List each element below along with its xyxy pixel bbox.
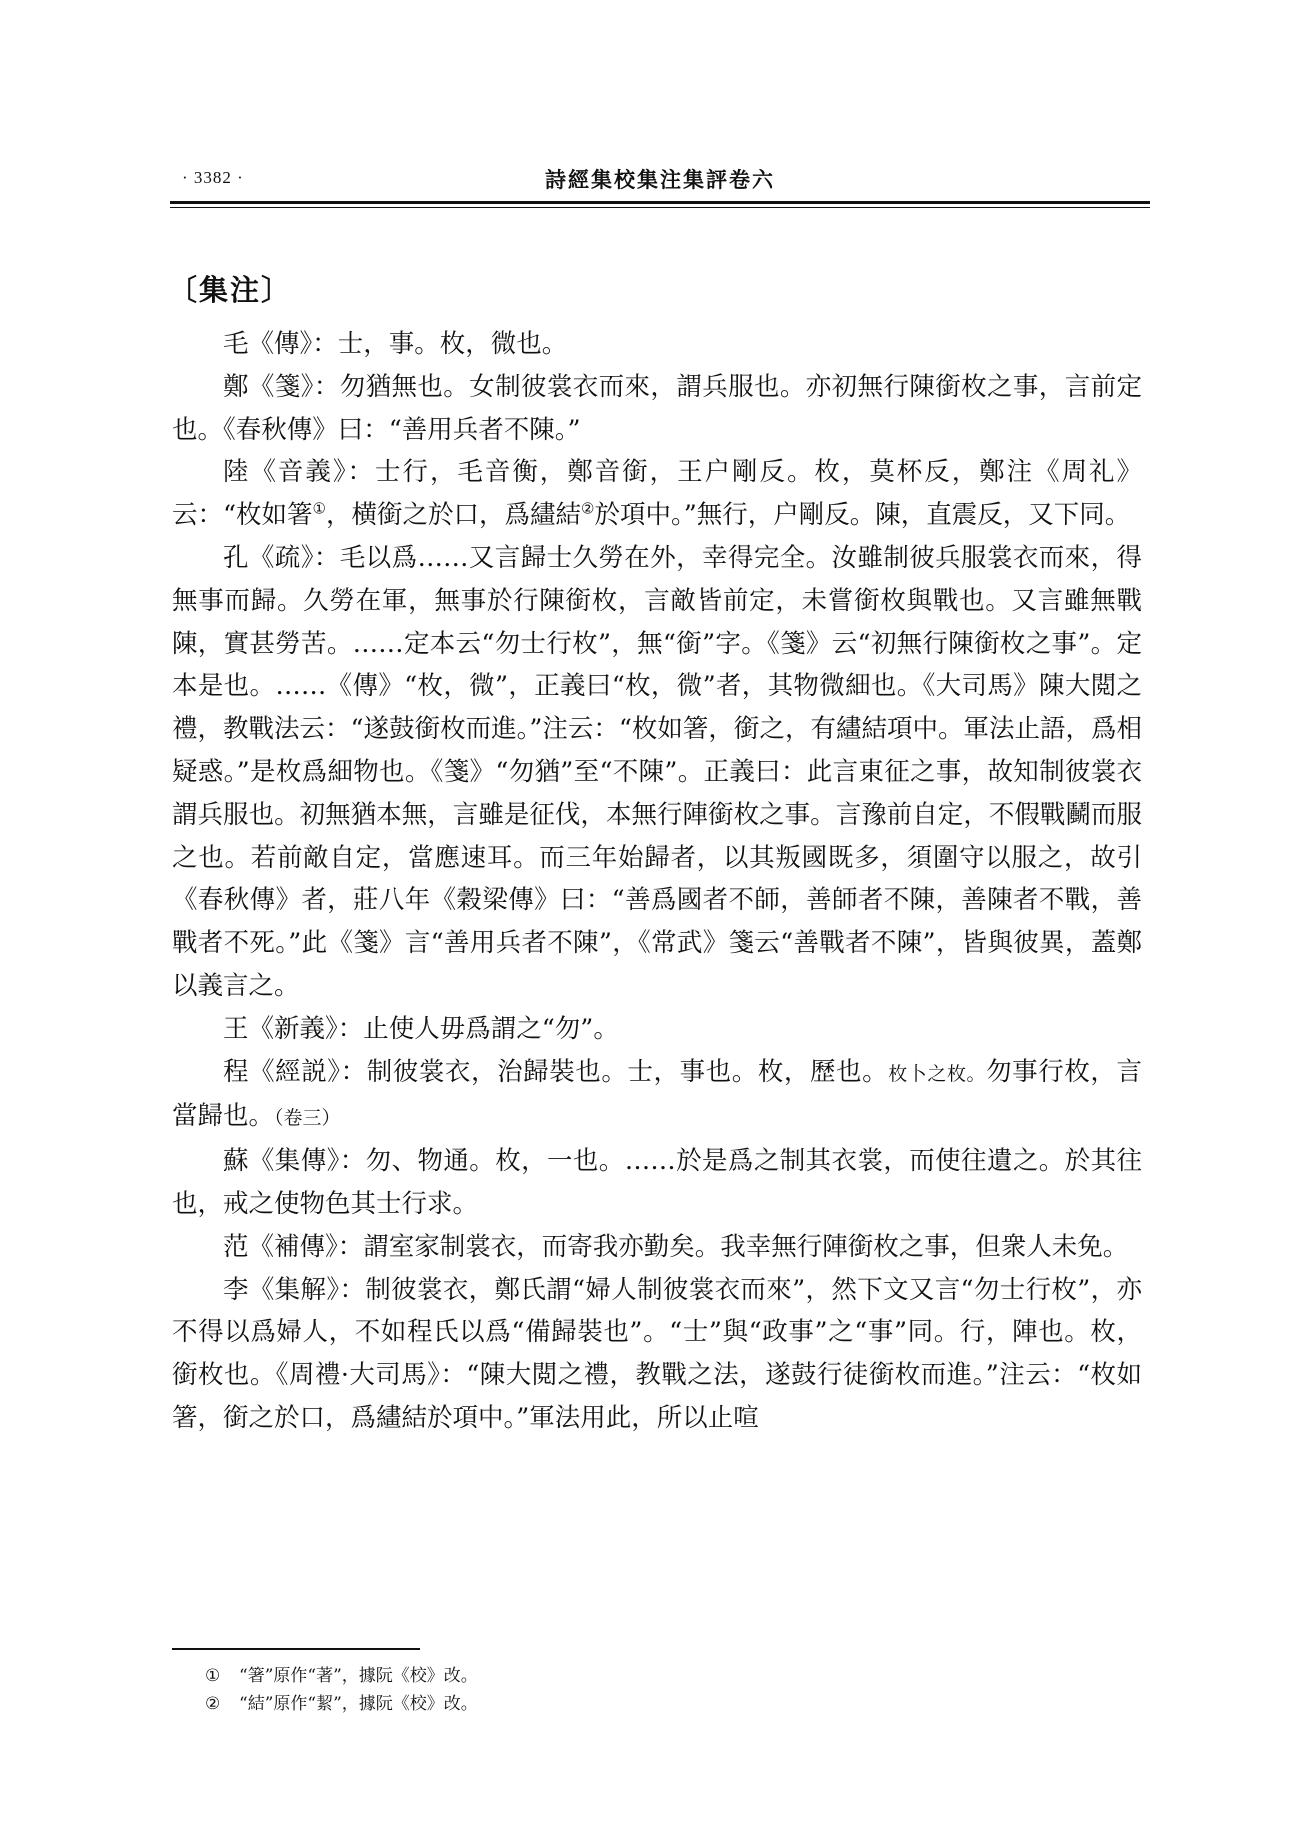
paragraph-lu bbox=[172, 451, 1142, 537]
footnote-text: “結”原作“絜”，據阮《校》改。 bbox=[239, 1694, 478, 1714]
paragraph-cheng bbox=[172, 1051, 1142, 1141]
paragraph-text: 程《經説》：制彼裳衣，治歸裝也。士，事也。枚，歷也。 bbox=[223, 1056, 889, 1087]
footnote-mark: ② bbox=[205, 1694, 221, 1714]
paragraph-li: 李《集解》：制彼裳衣，鄭氏謂“婦人制彼裳衣而來”，然下文又言“勿士行枚”，亦不得以爲婦人，不如程氏以爲“備歸裝也”。“士”與“政事”之“事”同。行，陣也。枚，銜枚也。《周禮·大司馬》：“陳大閲之禮，教戰之法，遂鼓行徒銜枚而進。”注云：“枚如箸，銜之於口，爲繣結於項中。”軍法用此，所以止喧 bbox=[172, 1274, 1142, 1433]
paragraph-wang: 王《新義》：止使人毋爲謂之“勿”。 bbox=[223, 1013, 619, 1044]
paragraph-zheng: 鄭《箋》：勿猶無也。女制彼裳衣而來，謂兵服也。亦初無行陳銜枚之事，言前定也。《春秋傳》曰：“善用兵者不陳。” bbox=[172, 371, 1142, 445]
paragraph-text: 陸《音義》：士行，毛音衡，鄭音銜，王户剛反。枚，莫杯反，鄭注《周礼》云：“枚如箸 bbox=[172, 457, 1142, 531]
footnote bbox=[205, 1662, 478, 1690]
paragraph-su: 蘇《集傳》：勿、物通。枚，一也。……於是爲之制其衣裳，而使往遺之。於其往也，戒之使物色其士行求。 bbox=[172, 1146, 1142, 1219]
footnote-ref: ② bbox=[581, 499, 595, 518]
footnote-text: “箸”原作“著”，據阮《校》改。 bbox=[239, 1666, 478, 1686]
page-header bbox=[170, 160, 1150, 200]
header-rule-thin bbox=[170, 207, 1150, 208]
footnotes bbox=[205, 1662, 478, 1718]
paragraph-text: ，横銜之於口，爲繣結 bbox=[326, 500, 582, 531]
inline-note: 枚卜之枚。 bbox=[888, 1062, 987, 1085]
footnote-mark: ① bbox=[205, 1666, 221, 1686]
header-rule bbox=[170, 201, 1150, 204]
footnote-ref: ① bbox=[312, 499, 326, 518]
paragraph-fan: 范《補傳》：謂室家制裳衣，而寄我亦勤矣。我幸無行陣銜枚之事，但衆人未免。 bbox=[223, 1231, 1129, 1262]
paragraph-kong: 孔《疏》：毛以爲……又言歸士久勞在外，幸得完全。汝雖制彼兵服裳衣而來，得無事而歸。久勞在軍，無事於行陳銜枚，言敵皆前定，未嘗銜枚與戰也。又言雖無戰陳，實甚勞苦。……定本云“勿士行枚”，無“銜”字。《箋》云“初無行陳銜枚之事”。定本是也。……《傳》“枚，微”，正義曰“枚，微”者，其物微細也。《大司馬》陳大閲之禮，教戰法云：“遂鼓銜枚而進。”注云：“枚如箸，銜之，有繣結項中。軍法止語，爲相疑惑。”是枚爲細物也。《箋》“勿猶”至“不陳”。正義曰：此言東征之事，故知制彼裳衣謂兵服也。初無猶本無，言雖是征伐，本無行陣銜枚之事。言豫前自定，不假戰鬭而服之也。若前敵自定，當應速耳。而三年始歸者，以其叛國既多，須圍守以服之，故引《春秋傳》者，莊八年《穀梁傳》曰：“善爲國者不師，善師者不陳，善陳者不戰，善戰者不死。”此《箋》言“善用兵者不陳”，《常武》箋云“善戰者不陳”，皆與彼異，蓋鄭以義言之。 bbox=[172, 542, 1142, 1001]
main-text bbox=[172, 323, 1142, 1440]
section-heading: 〔集注〕 bbox=[168, 273, 293, 307]
footnote-rule bbox=[172, 1648, 420, 1650]
volume-note: （卷三） bbox=[274, 1107, 341, 1130]
paragraph-mao: 毛《傳》：士，事。枚，微也。 bbox=[223, 329, 568, 359]
page-number: · 3382 · bbox=[182, 168, 244, 187]
footnote bbox=[205, 1690, 478, 1718]
running-title: 詩經集校集注集評卷六 bbox=[545, 167, 775, 192]
paragraph-text: 於項中。”無行，户剛反。陳，直震反，又下同。 bbox=[594, 500, 1131, 531]
paragraph-text: 勿事行枚，言當歸也。 bbox=[172, 1056, 1142, 1132]
